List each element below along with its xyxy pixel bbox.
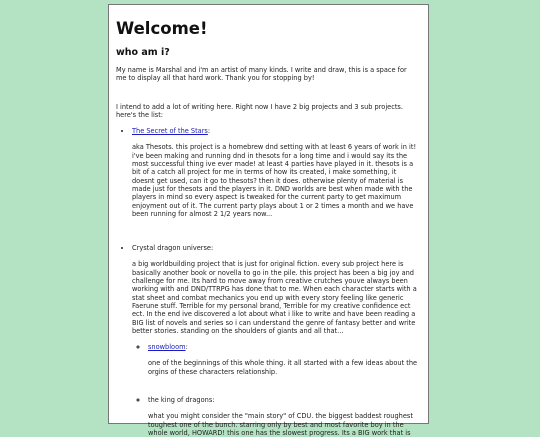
section-heading-who-am-i: who am i?: [116, 47, 170, 58]
project-list: [116, 127, 418, 437]
project-title: Crystal dragon universe:: [132, 244, 214, 253]
project-description: a big worldbuilding project that is just for original fiction. every sub project here is basically another book or novella to go in the pile. this project has been a big joy and challenge for me. Its hard to move away from creative crutches youve always been working with and DND/TTRPG has done that to me. When each character starts with a stat sheet and combat mechanics you end up with every story feeling like generic Faerune stuff. Terrible for my personal brand, Terrible for my creative confidence ect ect. In the end ive discovered a lot about what i like to write and have been reading a BIG list of novels and series so i can understand the genre of fantasy better and write better stories. standing on the shoulders of giants and all that...: [132, 260, 417, 335]
subproject-title: the king of dragons:: [148, 396, 215, 405]
secret-of-the-stars-link[interactable]: The Secret of the Stars: [132, 127, 208, 136]
subproject-description: what you might consider the "main story" of CDU. the biggest baddest roughest toughest one of the bunch. starring only by best and most favorite boy in the whole world, HOWARD! this one has the slowest progress. Its a BIG work that is: [148, 412, 413, 437]
content-panel: [108, 4, 429, 437]
intro-paragraph: My name is Marshal and i'm an artist of many kinds. I write and draw, this is a space for me to display all that hard work. Thank you for stopping by!: [116, 66, 407, 83]
subproject-description: one of the beginnings of this whole thing. it all started with a few ideas about the orgins of these characters relationship.: [148, 359, 418, 376]
list-spacer: [132, 226, 418, 244]
list-spacer: [148, 384, 418, 392]
page-title: Welcome!: [116, 19, 208, 38]
projects-intro-paragraph: I intend to add a lot of writing here. Right now I have 2 big projects and 3 sub projects. here's the list:: [116, 102, 403, 119]
project-item-secret-of-the-stars: [132, 127, 418, 218]
subproject-list: [132, 343, 418, 437]
project-item-crystal-dragon-universe: [132, 244, 418, 437]
subproject-title-suffix: :: [185, 343, 188, 352]
subproject-item-king-of-dragons: [148, 396, 418, 437]
project-description: aka Thesots. this project is a homebrew dnd setting with at least 6 years of work in it! i've been making and running dnd in thesots for a long time and i would say its the most successful thing ive ever made! at least 4 parties have played in it. thesots is a bit of a catch all project for me in terms of how its created, i make something, it doesnt get used, can it go to thesots? then it does. otherwise plenty of material is made just for thesots and the players in it. DND worlds are best when made with the players in mind so every aspect is tweaked for the current party to get maximum enjoyment out of it. The current party plays about 1 or 2 times a month and we have been running for almost 2 1/2 years now...: [132, 143, 417, 218]
snowbloom-link[interactable]: snowbloom: [148, 343, 186, 352]
subproject-item-snowbloom: [148, 343, 418, 376]
project-title-suffix: :: [207, 127, 211, 136]
